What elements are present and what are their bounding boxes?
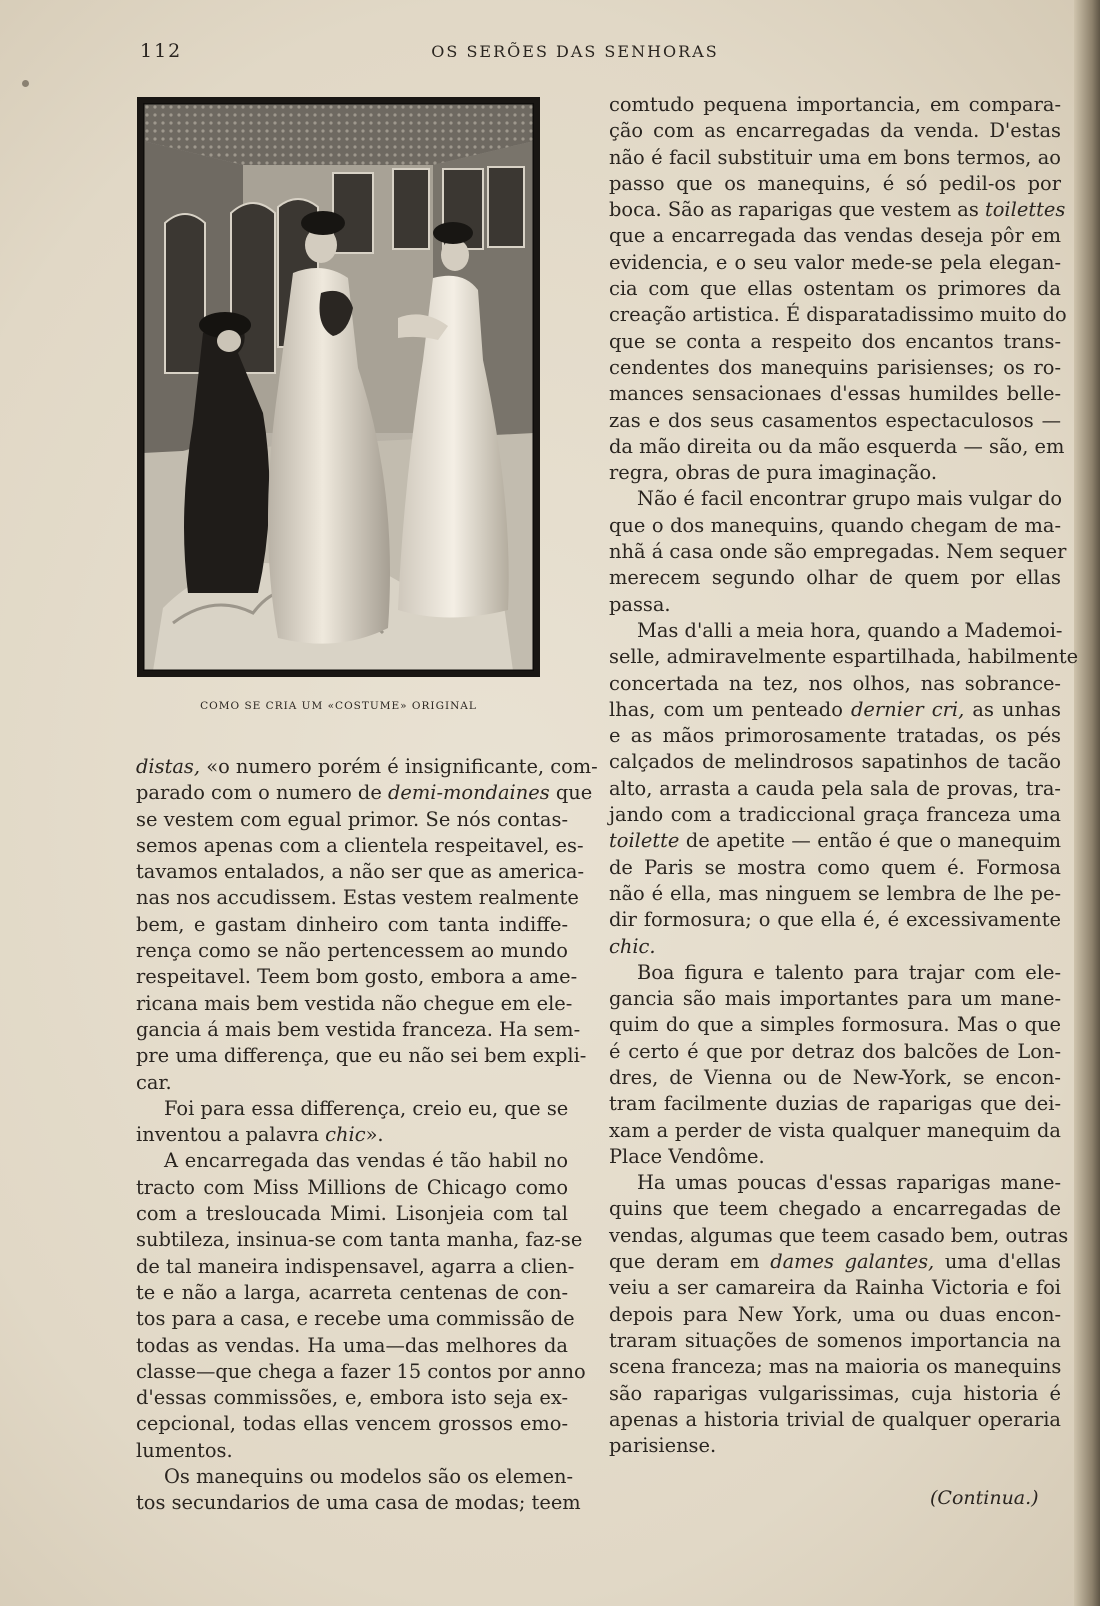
text-run: apenas a historia trivial de qualquer operaria xyxy=(609,1407,1061,1431)
text-line xyxy=(136,1070,568,1096)
paper-stain xyxy=(22,80,29,87)
continued-note: (Continua.) xyxy=(930,1487,1039,1509)
text-line xyxy=(609,302,1067,328)
text-line xyxy=(609,1144,1061,1170)
text-line xyxy=(136,938,568,964)
italic-text: distas, xyxy=(136,755,201,778)
text-line xyxy=(609,1433,1061,1459)
text-line xyxy=(609,671,1061,697)
italic-text: chic. xyxy=(609,934,656,958)
text-run: A encarregada das vendas é tão habil no xyxy=(164,1149,568,1173)
text-line xyxy=(609,92,1061,118)
italic-text: toilettes xyxy=(984,198,1066,222)
text-line xyxy=(609,1354,1061,1380)
text-run: cia com que ellas ostentam os primores da xyxy=(609,277,1061,301)
text-run: «o numero porém é insignificante, com- xyxy=(200,755,598,778)
text-run: te e não a larga, acarreta centenas de con- xyxy=(136,1280,568,1304)
text-run: gancia á mais bem vestida franceza. Ha sem- xyxy=(136,1017,581,1041)
text-line xyxy=(136,1385,568,1411)
text-line xyxy=(609,223,1061,249)
text-line xyxy=(136,1359,586,1385)
text-line xyxy=(136,1306,575,1332)
text-run: parisiense. xyxy=(609,1434,717,1458)
text-run: nas nos accudissem. Estas vestem realmente xyxy=(136,886,579,910)
text-run: que se conta a respeito dos encantos trans- xyxy=(609,329,1061,353)
text-line xyxy=(136,1464,574,1490)
text-run: evidencia, e o seu valor mede-se pela elegan- xyxy=(609,250,1061,274)
text-line xyxy=(609,749,1061,775)
text-line xyxy=(609,171,1061,197)
text-run: Os manequins ou modelos são os elemen- xyxy=(164,1465,574,1489)
text-run: pre uma differença, que eu não sei bem expli- xyxy=(136,1044,587,1068)
text-run: lumentos. xyxy=(136,1438,233,1462)
text-run: passa. xyxy=(609,592,671,616)
text-line xyxy=(609,381,1061,407)
text-run: as unhas xyxy=(964,697,1062,721)
text-run: da mão direita ou da mão esquerda — são, em xyxy=(609,434,1065,458)
text-line xyxy=(136,1148,568,1174)
text-line xyxy=(609,197,1066,223)
text-run: de tal maneira indispensavel, agarra a clien- xyxy=(136,1254,575,1278)
text-line xyxy=(609,1249,1061,1275)
italic-text: dames galantes, xyxy=(770,1250,935,1274)
text-run: uma d'ellas xyxy=(934,1250,1061,1274)
text-line xyxy=(136,859,585,885)
text-run: não é ella, mas ninguem se lembra de lhe pe- xyxy=(609,881,1061,905)
text-line xyxy=(609,1039,1061,1065)
page-header xyxy=(0,40,1100,70)
text-line xyxy=(609,1223,1069,1249)
text-line xyxy=(136,807,568,833)
text-line xyxy=(609,460,1061,486)
text-line xyxy=(136,912,568,938)
text-line xyxy=(609,1065,1061,1091)
text-run: passo que os manequins, é só pedil-os por xyxy=(609,171,1061,195)
text-line xyxy=(136,780,593,806)
text-run: é certo é que por detraz dos balcões de Lon- xyxy=(609,1039,1061,1063)
text-run: quim do que a simples formosura. Mas o que xyxy=(609,1013,1061,1037)
text-run: traram situações de somenos importancia na xyxy=(609,1328,1061,1352)
text-run: ção com as encarregadas da venda. D'estas xyxy=(609,119,1061,143)
text-run: d'essas commissões, e, embora isto seja ex- xyxy=(136,1386,568,1410)
text-run: semos apenas com a clientela respeitavel, es- xyxy=(136,833,584,857)
text-run: e as mãos primorosamente tratadas, os pés xyxy=(609,724,1061,748)
text-line xyxy=(609,776,1061,802)
text-column-right xyxy=(609,92,1079,1459)
text-line xyxy=(609,1302,1061,1328)
text-run: vendas, algumas que teem casado bem, outras xyxy=(609,1223,1069,1247)
text-run: concertada na tez, nos olhos, nas sobrance- xyxy=(609,671,1061,695)
text-run: Mas d'alli a meia hora, quando a Mademoi- xyxy=(637,618,1063,642)
text-line xyxy=(609,1170,1061,1196)
italic-text: toilette xyxy=(609,829,680,853)
text-run: depois para New York, uma ou duas encon- xyxy=(609,1302,1061,1326)
running-title: OS SERÕES DAS SENHORAS xyxy=(431,42,719,61)
text-line xyxy=(609,355,1061,381)
text-line xyxy=(609,618,1061,644)
text-run: rença como se não pertencessem ao mundo xyxy=(136,939,568,963)
text-line xyxy=(136,1280,568,1306)
text-line xyxy=(609,1328,1061,1354)
text-column-left xyxy=(136,754,598,1517)
text-run: subtileza, insinua-se com tanta manha, faz-se xyxy=(136,1228,583,1252)
text-line xyxy=(136,1227,583,1253)
text-line xyxy=(609,565,1061,591)
text-line xyxy=(609,250,1061,276)
text-run: xam a perder de vista qualquer manequim da xyxy=(609,1118,1061,1142)
text-line xyxy=(136,885,579,911)
text-run: mances sensacionaes d'essas humildes belle- xyxy=(609,382,1061,406)
italic-text: chic xyxy=(325,1123,366,1147)
text-line xyxy=(136,1438,568,1464)
text-line xyxy=(609,881,1061,907)
text-run: que xyxy=(549,781,593,805)
text-run: tavamos entalados, a não ser que as america- xyxy=(136,860,585,884)
text-run: parado com o numero de xyxy=(136,781,388,805)
text-run: Boa figura e talento para trajar com ele- xyxy=(637,960,1061,984)
text-run: de apetite — então é que o manequim xyxy=(679,829,1061,853)
text-run: scena franceza; mas na maioria os manequins xyxy=(609,1355,1062,1379)
text-run: são raparigas vulgarissimas, cuja historia é xyxy=(609,1381,1061,1405)
text-run: dres, de Vienna ou de New-York, se encon- xyxy=(609,1065,1061,1089)
text-line xyxy=(609,723,1061,749)
text-run: Place Vendôme. xyxy=(609,1144,765,1168)
text-line xyxy=(609,1196,1061,1222)
book-spine-shadow xyxy=(1074,0,1100,1606)
text-line xyxy=(136,1333,568,1359)
text-run: que o dos manequins, quando chegam de ma- xyxy=(609,513,1061,537)
text-run: quins que teem chegado a encarregadas de xyxy=(609,1197,1061,1221)
text-run: Ha umas poucas d'essas raparigas mane- xyxy=(637,1171,1061,1195)
text-line xyxy=(136,991,573,1017)
text-line xyxy=(136,1254,575,1280)
text-line xyxy=(136,1201,568,1227)
page-number: 112 xyxy=(140,40,183,62)
text-line xyxy=(609,1118,1061,1144)
text-run: tos para a casa, e recebe uma commissão de xyxy=(136,1307,575,1331)
text-line xyxy=(136,1122,568,1148)
text-line xyxy=(609,934,1061,960)
text-line xyxy=(609,697,1061,723)
text-run: respeitavel. Teem bom gosto, embora a ame- xyxy=(136,965,578,989)
text-line xyxy=(609,1381,1061,1407)
text-line xyxy=(609,644,1079,670)
illustration-photo xyxy=(137,97,540,677)
text-run: lhas, com um penteado xyxy=(609,697,852,721)
text-line xyxy=(609,486,1061,512)
text-run: tos secundarios de uma casa de modas; teem xyxy=(136,1491,581,1515)
text-line xyxy=(136,1411,568,1437)
text-run: veiu a ser camareira da Rainha Victoria e foi xyxy=(609,1276,1061,1300)
text-run: tracto com Miss Millions de Chicago como xyxy=(136,1175,568,1199)
text-line xyxy=(609,828,1061,854)
text-run: cepcional, todas ellas vencem grossos emo- xyxy=(136,1412,568,1436)
text-run: calçados de melindrosos sapatinhos de tacão xyxy=(609,750,1061,774)
text-line xyxy=(136,754,598,780)
text-line xyxy=(609,1012,1061,1038)
text-line xyxy=(609,855,1061,881)
text-run: se vestem com egual primor. Se nós contas- xyxy=(136,807,568,831)
text-run: não é facil substituir uma em bons termos, ao xyxy=(609,145,1061,169)
text-run: ricana mais bem vestida não chegue em ele- xyxy=(136,991,573,1015)
text-line xyxy=(609,1407,1061,1433)
text-line xyxy=(136,1043,587,1069)
text-run: Não é facil encontrar grupo mais vulgar do xyxy=(637,487,1063,511)
text-run: nhã á casa onde são empregadas. Nem sequer xyxy=(609,540,1067,564)
text-line xyxy=(609,592,1061,618)
text-line xyxy=(609,408,1061,434)
text-run: alto, arrasta a cauda pela sala de provas, tra- xyxy=(609,776,1061,800)
text-run: ». xyxy=(365,1123,384,1147)
figure-caption: COMO SE CRIA UM «COSTUME» ORIGINAL xyxy=(200,700,477,712)
text-run: merecem segundo olhar de quem por ellas xyxy=(609,566,1061,590)
text-run: de Paris se mostra como quem é. Formosa xyxy=(609,855,1061,879)
text-run: creação artistica. É disparatadissimo muito do xyxy=(609,303,1067,327)
text-run: gancia são mais importantes para um mane- xyxy=(609,987,1061,1011)
text-run: que deram em xyxy=(609,1250,771,1274)
text-run: regra, obras de pura imaginação. xyxy=(609,461,938,485)
text-line xyxy=(609,986,1061,1012)
text-run: inventou a palavra xyxy=(136,1123,326,1147)
text-run: todas as vendas. Ha uma—das melhores da xyxy=(136,1333,568,1357)
text-line xyxy=(609,802,1061,828)
text-run: zas e dos seus casamentos espectaculosos — xyxy=(609,408,1061,432)
text-line xyxy=(136,1490,581,1516)
text-line xyxy=(136,1175,568,1201)
text-line xyxy=(609,539,1067,565)
text-line xyxy=(609,907,1061,933)
italic-text: demi-mondaines xyxy=(387,781,550,805)
text-run: dir formosura; o que ella é, é excessivamente xyxy=(609,908,1061,932)
text-run: boca. São as raparigas que vestem as xyxy=(609,198,985,222)
text-run: comtudo pequena importancia, em compara- xyxy=(609,93,1061,116)
text-line xyxy=(609,145,1061,171)
text-run: bem, e gastam dinheiro com tanta indiffe- xyxy=(136,912,568,936)
text-run: classe—que chega a fazer 15 contos por anno xyxy=(136,1359,586,1383)
text-run: cendentes dos manequins parisienses; os ro- xyxy=(609,355,1061,379)
text-line xyxy=(609,276,1061,302)
italic-text: dernier cri, xyxy=(851,697,965,721)
text-line xyxy=(136,1017,581,1043)
text-run: tram facilmente duzias de raparigas que dei- xyxy=(609,1092,1061,1116)
text-line xyxy=(609,329,1061,355)
text-run: Foi para essa differença, creio eu, que se xyxy=(164,1096,569,1120)
text-line xyxy=(136,833,584,859)
text-line xyxy=(609,960,1061,986)
text-line xyxy=(609,513,1061,539)
text-run: selle, admiravelmente espartilhada, habilmente xyxy=(609,645,1079,669)
text-line xyxy=(136,1096,568,1122)
text-line xyxy=(136,964,578,990)
photo-dressmakers-fitting xyxy=(143,103,534,671)
text-line xyxy=(609,434,1065,460)
text-line xyxy=(609,118,1061,144)
text-line xyxy=(609,1091,1061,1117)
text-run: que a encarregada das vendas deseja pôr em xyxy=(609,224,1061,248)
text-run: jando com a tradiccional graça franceza uma xyxy=(609,803,1061,827)
text-run: com a tresloucada Mimi. Lisonjeia com tal xyxy=(136,1202,568,1226)
text-run: car. xyxy=(136,1070,172,1094)
text-line xyxy=(609,1275,1061,1301)
